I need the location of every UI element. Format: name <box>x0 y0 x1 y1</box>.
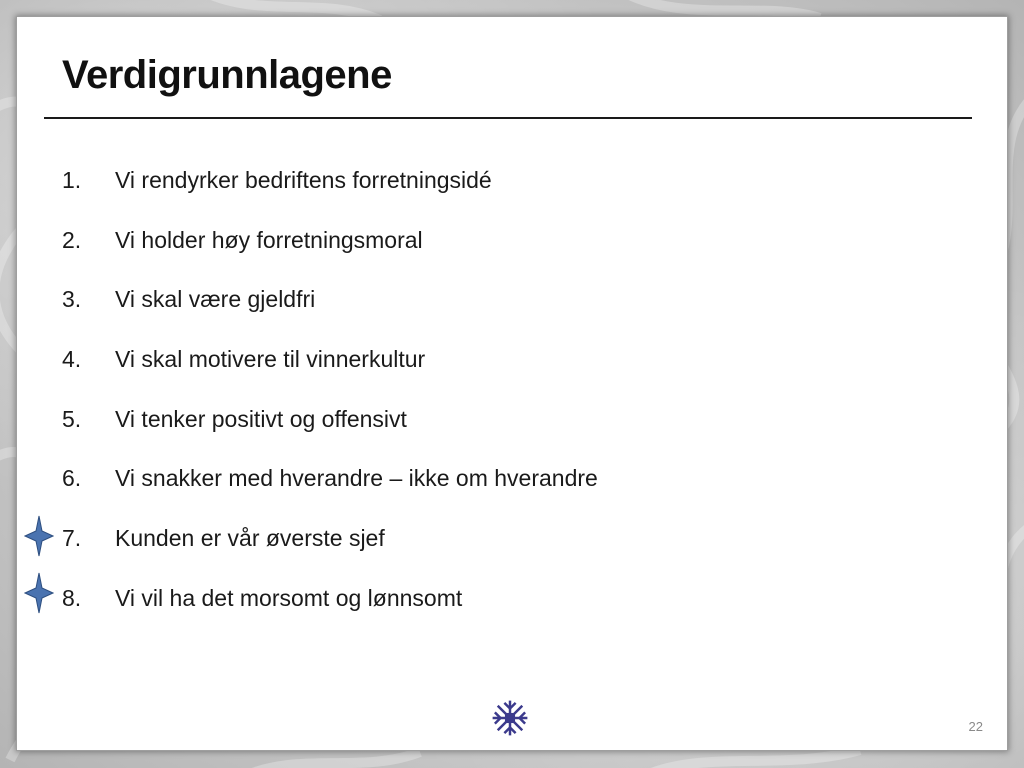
list-item-text: Kunden er vår øverste sjef <box>115 525 385 552</box>
list-item-number: 1. <box>62 167 82 193</box>
list-item-number: 2. <box>62 226 82 253</box>
list-item-text: Vi snakker med hverandre – ikke om hverandre <box>115 465 598 492</box>
list-item-number: 4. <box>62 346 82 373</box>
list-item-text: Vi rendyrker bedriftens forretningsidé <box>115 167 492 193</box>
list-item-text: Vi holder høy forretningsmoral <box>115 226 423 253</box>
list-item-number: 3. <box>62 286 82 313</box>
list-item-number: 5. <box>62 405 82 432</box>
list-item-number: 6. <box>62 465 82 492</box>
star-icon <box>24 572 54 614</box>
slide <box>17 17 1007 750</box>
title-underline <box>44 117 972 119</box>
list-item-text: Vi vil ha det morsomt og lønnsomt <box>115 584 463 611</box>
list-item-text: Vi tenker positivt og offensivt <box>115 405 407 432</box>
list-item-number: 8. <box>62 584 82 611</box>
snowflake-logo-icon <box>491 699 529 737</box>
list-item-number: 7. <box>62 525 82 552</box>
star-icon <box>24 515 54 557</box>
slide-title: Verdigrunnlagene <box>62 53 392 97</box>
list-item-text: Vi skal være gjeldfri <box>115 286 316 313</box>
list-item-text: Vi skal motivere til vinnerkultur <box>115 346 426 373</box>
page-number: 22 <box>968 719 983 734</box>
